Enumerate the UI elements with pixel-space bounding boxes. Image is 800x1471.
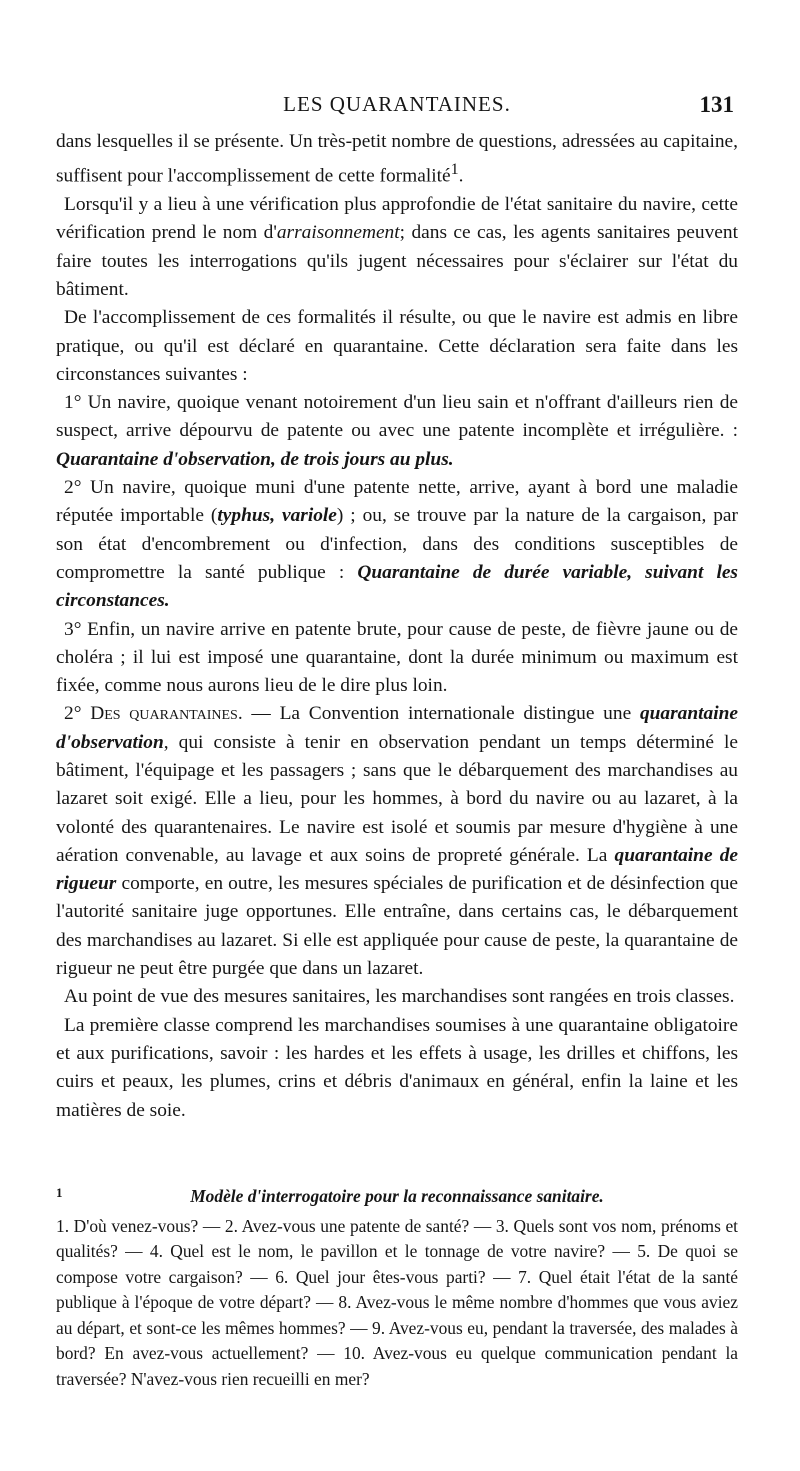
paragraph-7-number: 2° <box>64 703 91 725</box>
footnote-title: Modèle d'interrogatoire pour la reconnaissance sanitaire. <box>190 1186 604 1206</box>
footnote <box>56 1184 738 1392</box>
term-quarantaine-rigueur: quarantaine de rigueur <box>56 844 738 895</box>
footnote-ref: 1 <box>450 161 459 179</box>
quarantine-observation-rule: Quarantaine d'observation, de trois jours au plus. <box>56 448 454 470</box>
paragraph-4 <box>56 389 738 474</box>
paragraph-5-text-a: 2° Un navire, quoique muni d'une patente nette, arrive, ayant à bord une maladie réputée importable ( <box>56 477 738 527</box>
main-text <box>56 128 738 1125</box>
footnote-text: 1. D'où venez-vous? — 2. Avez-vous une patente de santé? — 3. Quels sont vos nom, prénoms et qualités? — 4. Quel est le nom, le pavillon et le tonnage de votre navire? — 5. De quoi se compose votre cargaison? — 6. Quel jour êtes-vous parti? — 7. Quel était l'état de la santé publique à l'époque de votre départ? — 8. Avez-vous le même nombre d'hommes que vous aviez au départ, et sont-ce les mêmes hommes? — 9. Avez-vous eu, pendant la traversée, des malades à bord? En avez-vous actuellement? — 10. Avez-vous eu quelque communication pendant la traversée? N'avez-vous rien recueilli en mer? <box>56 1215 738 1389</box>
footnote-title-line <box>56 1184 738 1210</box>
paragraph-5-text-b: ) ; ou, se trouve par la nature de la cargaison, par son état d'encombrement ou d'infection, dans des conditions susceptibles de compromettre la santé publique : <box>56 505 738 583</box>
section-heading-quarantaines: Des quarantaines. <box>90 703 243 725</box>
term-arraisonnement: arraisonnement <box>276 222 400 244</box>
footnote-mark: 1 <box>56 1185 63 1200</box>
paragraph-2 <box>56 191 738 304</box>
paragraph-5 <box>56 474 738 615</box>
disease-list: typhus, variole <box>217 505 337 527</box>
paragraph-6: 3° Enfin, un navire arrive en patente brute, pour cause de peste, de fièvre jaune ou de choléra ; il lui est imposé une quarantaine, dont la durée minimum ou maximum est fixée, comme nous aurons lieu de le dire plus loin. <box>56 618 738 697</box>
quarantine-variable-rule: Quarantaine de durée variable, suivant les circonstances. <box>56 561 738 612</box>
running-title: LES QUARANTAINES. <box>283 92 511 116</box>
paragraph-1-text: dans lesquelles il se présente. Un très-petit nombre de questions, adressées au capitaine, suffisent pour l'accomplissement de cette formalité <box>56 131 738 187</box>
paragraph-7-text-c: , qui consiste à tenir en observation pendant un temps déterminé le bâtiment, l'équipage et les passagers ; sans que le débarquement des marchandises au lazaret soit exigé. Elle a lieu, pour les hommes, à bord du navire ou au lazaret, à la volonté des quarantenaires. Le navire est isolé et soumis par mesure d'hygiène à une aération convenable, au lavage et aux soins de propreté générale. La <box>56 731 738 866</box>
paragraph-1-end: . <box>458 165 464 187</box>
paragraph-7 <box>56 700 738 983</box>
paragraph-8: Au point de vue des mesures sanitaires, les marchandises sont rangées en trois classes. <box>64 986 735 1008</box>
page-number: 131 <box>699 92 734 117</box>
paragraph-9: La première classe comprend les marchandises soumises à une quarantaine obligatoire et aux purifications, savoir : les hardes et les effets à usage, les drilles et chiffons, les cuirs et peaux, les plumes, crins et débris d'animaux en général, enfin la laine et les matières de soie. <box>56 1014 738 1121</box>
paragraph-2-text-b: ; dans ce cas, les agents sanitaires peuvent faire toutes les interrogations qu'ils jugent nécessaires pour s'éclairer sur l'état du bâtiment. <box>56 222 738 300</box>
paragraph-3: De l'accomplissement de ces formalités il résulte, ou que le navire est admis en libre pratique, ou qu'il est déclaré en quarantaine. Cette déclaration sera faite dans les circonstances suivantes : <box>56 307 738 385</box>
term-quarantaine-observation: quarantaine d'observation <box>56 703 738 753</box>
page-header <box>56 92 738 126</box>
paragraph-7-text-b: — La Convention internationale distingue une <box>242 703 640 725</box>
paragraph-7-text-d: comporte, en outre, les mesures spéciales de purification et de désinfection que l'autorité sanitaire juge opportunes. Elle entraîne, dans certains cas, le débarquement des marchandises au lazaret. Si elle est appliquée pour cause de peste, la quarantaine de rigueur ne peut être purgée que dans un lazaret. <box>56 873 738 980</box>
paragraph-4-text: 1° Un navire, quoique venant notoirement d'un lieu sain et n'offrant d'ailleurs rien de suspect, arrive dépourvu de patente ou avec une patente incomplète et irrégulière. : <box>56 392 738 442</box>
paragraph-1 <box>56 128 738 191</box>
paragraph-2-text-a: Lorsqu'il y a lieu à une vérification plus approfondie de l'état sanitaire du navire, cette vérification prend le nom d' <box>56 194 738 244</box>
